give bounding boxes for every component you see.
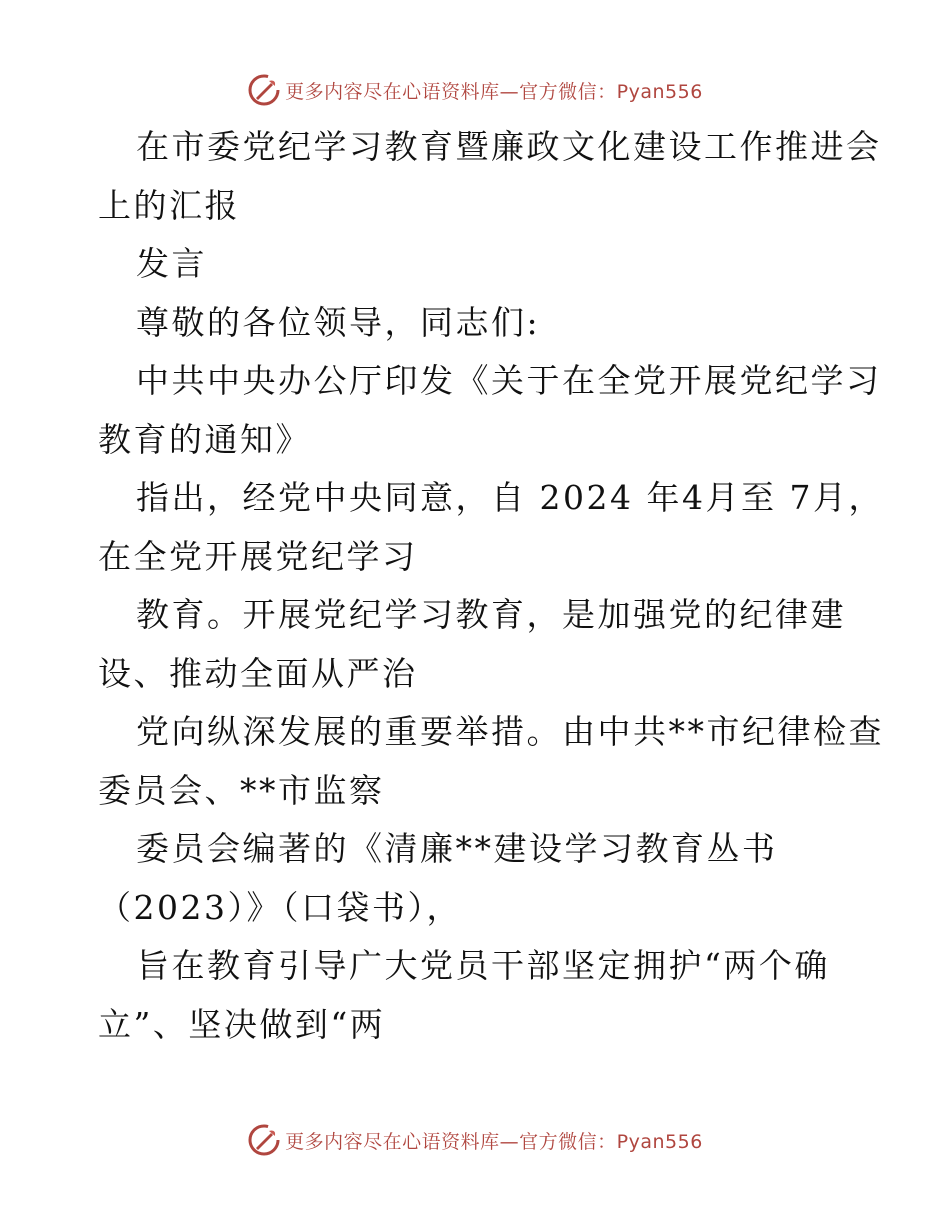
text-line: 指出，经党中央同意，自 2024 年4月至 7月，: [136, 478, 884, 517]
text-line: 立”、坚决做到“两: [98, 1004, 386, 1044]
text-line: 教育。开展党纪学习教育，是加强党的纪律建: [136, 595, 846, 634]
text-line: 上的汇报: [98, 185, 240, 225]
quill-logo-icon: [247, 73, 281, 107]
footer-watermark: [0, 1120, 950, 1160]
text-line: 教育的通知》: [98, 419, 311, 459]
watermark-text: 更多内容尽在心语资料库—官方微信：Pyan556: [285, 80, 703, 103]
text-line: 尊敬的各位领导，同志们:: [136, 302, 541, 342]
text-line: 中共中央办公厅印发《关于在全党开展党纪学习: [136, 361, 882, 400]
text-line: 旨在教育引导广大党员干部坚定拥护“两个确: [136, 946, 830, 985]
text-line: 党向纵深发展的重要举措。由中共**市纪律检查: [136, 712, 884, 751]
text-line: 在全党开展党纪学习: [98, 536, 418, 576]
text-line: 委员会编著的《清廉**建设学习教育丛书: [136, 829, 778, 868]
watermark-text: 更多内容尽在心语资料库—官方微信：Pyan556: [285, 1130, 703, 1153]
text-line: 在市委党纪学习教育暨廉政文化建设工作推进会: [136, 127, 882, 166]
quill-logo-icon: [247, 1123, 281, 1157]
text-line: 发言: [136, 244, 207, 283]
header-watermark: [0, 70, 950, 110]
text-line: 设、推动全面从严治: [98, 653, 418, 693]
text-line: 委员会、**市监察: [98, 770, 385, 810]
text-line: （2023）》（口袋书），: [98, 887, 462, 927]
document-body: [98, 118, 884, 1054]
